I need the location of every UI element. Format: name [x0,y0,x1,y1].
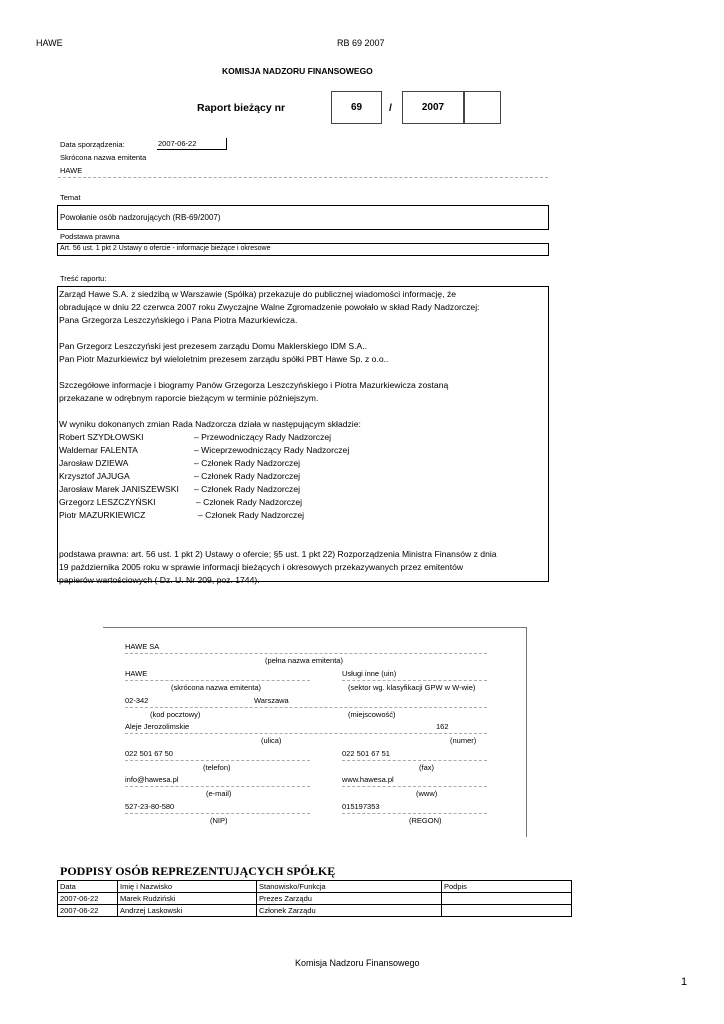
issuer-full-name: HAWE SA [125,642,160,651]
para-line: Pan Grzegorz Leszczyński jest prezesem zarządu Domu Maklerskiego IDM S.A.. [59,341,368,351]
signatures-table [57,880,572,917]
member-name: Grzegorz LESZCZYŃSKI [59,497,156,507]
report-content [57,286,549,585]
issuer-regon: 015197353 [342,802,380,811]
legal-basis-label: Podstawa prawna [60,232,120,241]
caption: (telefon) [203,763,231,772]
member-role: – Wiceprzewodniczący Rady Nadzorczej [194,445,350,455]
table-row [58,905,572,917]
issuer-city: Warszawa [254,696,289,705]
table-cell [442,905,572,917]
table-cell: 2007-06-22 [58,905,118,917]
caption: (NIP) [210,816,228,825]
report-number-slash: / [389,102,392,114]
issuer-nip: 527-23-80-580 [125,802,175,811]
dotted-line [342,680,487,681]
dotted-line [125,786,310,787]
report-number-cell: 69 [331,91,382,124]
report-number-label: Raport bieżący nr [197,102,286,114]
table-header: Stanowisko/Funkcja [257,881,442,893]
board-member [59,483,547,496]
caption: (REGON) [409,816,442,825]
caption: (miejscowość) [348,710,396,719]
dotted-line [125,760,310,761]
caption: (numer) [450,736,477,745]
caption: (sektor wg. klasyfikacji GPW w W-wie) [348,683,476,692]
issuer-short-name: HAWE [125,669,148,678]
member-name: Krzysztof JAJUGA [59,471,130,481]
subject-label: Temat [60,193,81,202]
member-role: – Przewodniczący Rady Nadzorczej [194,432,332,442]
board-intro: W wyniku dokonanych zmian Rada Nadzorcza działa w następującym składzie: [59,419,361,429]
table-header: Imię i Nazwisko [118,881,257,893]
dotted-line [125,653,487,654]
issuer-street: Aleje Jerozolimskie [125,722,190,731]
member-name: Robert SZYDŁOWSKI [59,432,144,442]
member-name: Jarosław Marek JANISZEWSKI [59,484,179,494]
para-line: podstawa prawna: art. 56 ust. 1 pkt 2) Ustawy o ofercie; §5 ust. 1 pkt 22) Rozporządzenia Ministra Finansów z dnia [59,549,497,559]
member-role: – Członek Rady Nadzorczej [194,484,301,494]
divider [58,177,548,178]
board-member [59,470,547,483]
para-line: Szczegółowe informacje i biogramy Panów Grzegorza Leszczyńskiego i Piotra Mazurkiewicza zostaną [59,380,449,390]
table-cell: Prezes Zarządu [257,893,442,905]
subject-field [57,205,549,230]
issuer-top-line [103,627,526,628]
table-header-row [58,881,572,893]
table-cell: Andrzej Laskowski [118,905,257,917]
subject-value: Powołanie osób nadzorujących (RB-69/2007) [60,213,221,222]
signatures-title: PODPISY OSÓB REPREZENTUJĄCYCH SPÓŁKĘ [60,864,336,878]
dotted-line [342,813,487,814]
dotted-line [342,786,487,787]
member-role: – Członek Rady Nadzorczej [196,497,303,507]
authority-title: KOMISJA NADZORU FINANSOWEGO [222,66,373,76]
para-line: 19 października 2005 roku w sprawie informacji bieżących i okresowych przekazywanych przez emitentów [59,562,464,572]
header-report-ref: RB 69 2007 [337,38,385,48]
table-header: Podpis [442,881,572,893]
issuer-email[interactable]: info@hawesa.pl [125,775,179,784]
issuer-fax: 022 501 67 51 [342,749,390,758]
legal-basis-field [57,243,549,256]
header-company: HAWE [36,38,63,48]
table-row [58,893,572,905]
para-line: obradujące w dniu 22 czerwca 2007 roku Zwyczajne Walne Zgromadzenie powołało w skład Rady Nadzorczej: [59,302,480,312]
dotted-line [342,760,487,761]
short-name-label: Skrócona nazwa emitenta [60,153,147,162]
issuer-sector: Usługi inne (uin) [342,669,397,678]
board-member [59,431,547,444]
dotted-line [125,707,487,708]
para-line: przekazane w odrębnym raporcie bieżącym w terminie późniejszym. [59,393,319,403]
issuer-right-line [526,627,527,837]
member-name: Piotr MAZURKIEWICZ [59,510,146,520]
table-cell: 2007-06-22 [58,893,118,905]
board-member [59,444,547,457]
para-line: Zarząd Hawe S.A. z siedzibą w Warszawie (Spółka) przekazuje do publicznej wiadomości informację, że [59,289,457,299]
board-member [59,457,547,470]
para-line: papierów wartościowych ( Dz. U. Nr 209, poz. 1744). [59,575,260,585]
issuer-postal: 02-342 [125,696,149,705]
table-cell: Członek Zarządu [257,905,442,917]
short-name-value: HAWE [60,166,83,175]
date-label: Data sporządzenia: [60,140,125,149]
member-role: – Członek Rady Nadzorczej [194,458,301,468]
table-header: Data [58,881,118,893]
dotted-line [125,733,487,734]
date-value: 2007-06-22 [157,138,227,150]
footer-text: Komisja Nadzoru Finansowego [295,958,420,968]
legal-basis-value: Art. 56 ust. 1 pkt 2 Ustawy o ofercie - informacje bieżące i okresowe [60,245,271,252]
caption: (pełna nazwa emitenta) [265,656,343,665]
report-empty-cell [464,91,501,124]
page-number: 1 [681,976,688,988]
issuer-number: 162 [436,722,449,731]
board-member [59,496,547,509]
report-year-cell: 2007 [402,91,464,124]
issuer-www[interactable]: www.hawesa.pl [342,775,394,784]
table-cell: Marek Rudziński [118,893,257,905]
para-line: Pan Piotr Mazurkiewicz był wieloletnim prezesem zarządu spółki PBT Hawe Sp. z o.o.. [59,354,389,364]
member-name: Jarosław DZIEWA [59,458,129,468]
dotted-line [125,680,310,681]
content-label: Treść raportu: [60,274,107,283]
board-member [59,509,547,522]
table-cell [442,893,572,905]
caption: (ulica) [261,736,282,745]
dotted-line [125,813,310,814]
caption: (fax) [419,763,434,772]
caption: (e-mail) [206,789,232,798]
caption: (skrócona nazwa emitenta) [171,683,262,692]
issuer-phone: 022 501 67 50 [125,749,173,758]
member-name: Waldemar FALENTA [59,445,138,455]
caption: (kod pocztowy) [150,710,201,719]
member-role: – Członek Rady Nadzorczej [194,471,301,481]
member-role: – Członek Rady Nadzorczej [198,510,305,520]
caption: (www) [416,789,438,798]
para-line: Pana Grzegorza Leszczyńskiego i Pana Piotra Mazurkiewicza. [59,315,298,325]
